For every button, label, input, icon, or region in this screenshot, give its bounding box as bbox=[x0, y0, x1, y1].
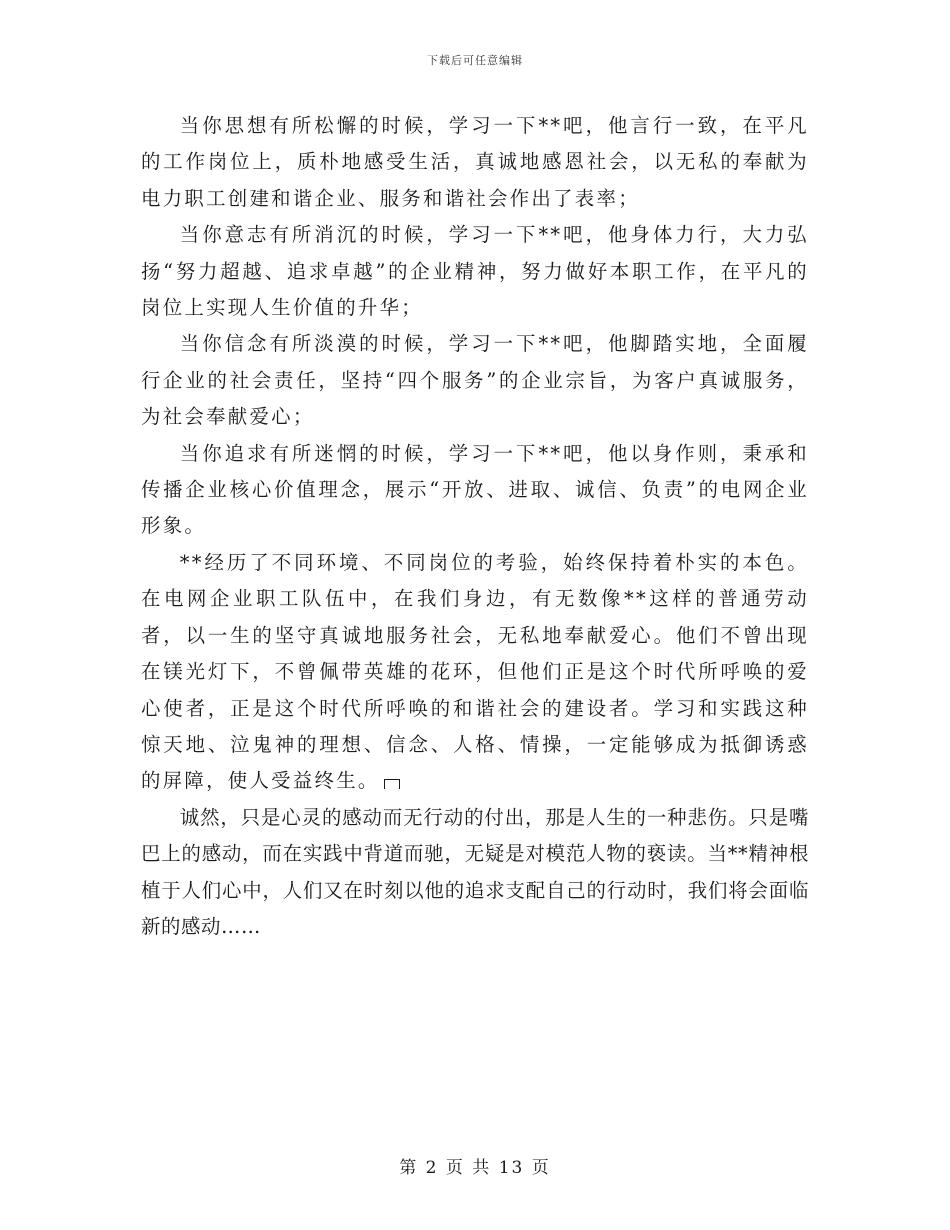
edit-mark-icon bbox=[384, 779, 400, 789]
paragraph-6: 诚然，只是心灵的感动而无行动的付出，那是人生的一种悲伤。只是嘴巴上的感动，而在实践中背道而驰，无疑是对模范人物的亵读。当**精神根植于人们心中，人们又在时刻以他的追求支配自己的行动时，我们将会面临新的感动…… bbox=[141, 805, 809, 938]
paragraph-3: 当你信念有所淡漠的时候，学习一下**吧，他脚踏实地，全面履行企业的社会责任，坚持“四个服务”的企业宗旨，为客户真诚服务，为社会奉献爱心； bbox=[141, 332, 809, 429]
document-body bbox=[141, 108, 809, 945]
paragraph-4: 当你追求有所迷惘的时候，学习一下**吧，他以身作则，秉承和传播企业核心价值理念，展示“开放、进取、诚信、负责”的电网企业形象。 bbox=[141, 441, 809, 538]
page-header: 下载后可任意编辑 bbox=[427, 54, 523, 67]
paragraph-5 bbox=[141, 545, 809, 800]
page-footer: 第 2 页 共 13 页 bbox=[399, 1158, 551, 1178]
paragraph-1: 当你思想有所松懈的时候，学习一下**吧，他言行一致，在平凡的工作岗位上，质朴地感受生活，真诚地感恩社会，以无私的奉献为电力职工创建和谐企业、服务和谐社会作出了表率； bbox=[141, 114, 809, 210]
paragraph-2: 当你意志有所消沉的时候，学习一下**吧，他身体力行，大力弘扬“努力超越、追求卓越”的企业精神，努力做好本职工作，在平凡的岗位上实现人生价值的升华； bbox=[141, 223, 809, 320]
paragraph-5-text: **经历了不同环境、不同岗位的考验，始终保持着朴实的本色。在电网企业职工队伍中，在我们身边，有无数像**这样的普通劳动者，以一生的坚守真诚地服务社会，无私地奉献爱心。他们不曾出现在镁光灯下，不曾佩带英雄的花环，但他们正是这个时代所呼唤的爱心使者，正是这个时代所呼唤的和谐社会的建设者。学习和实践这种惊天地、泣鬼神的理想、信念、人格、情操，一定能够成为抵御诱惑的屏障，使人受益终生。 bbox=[141, 550, 809, 793]
